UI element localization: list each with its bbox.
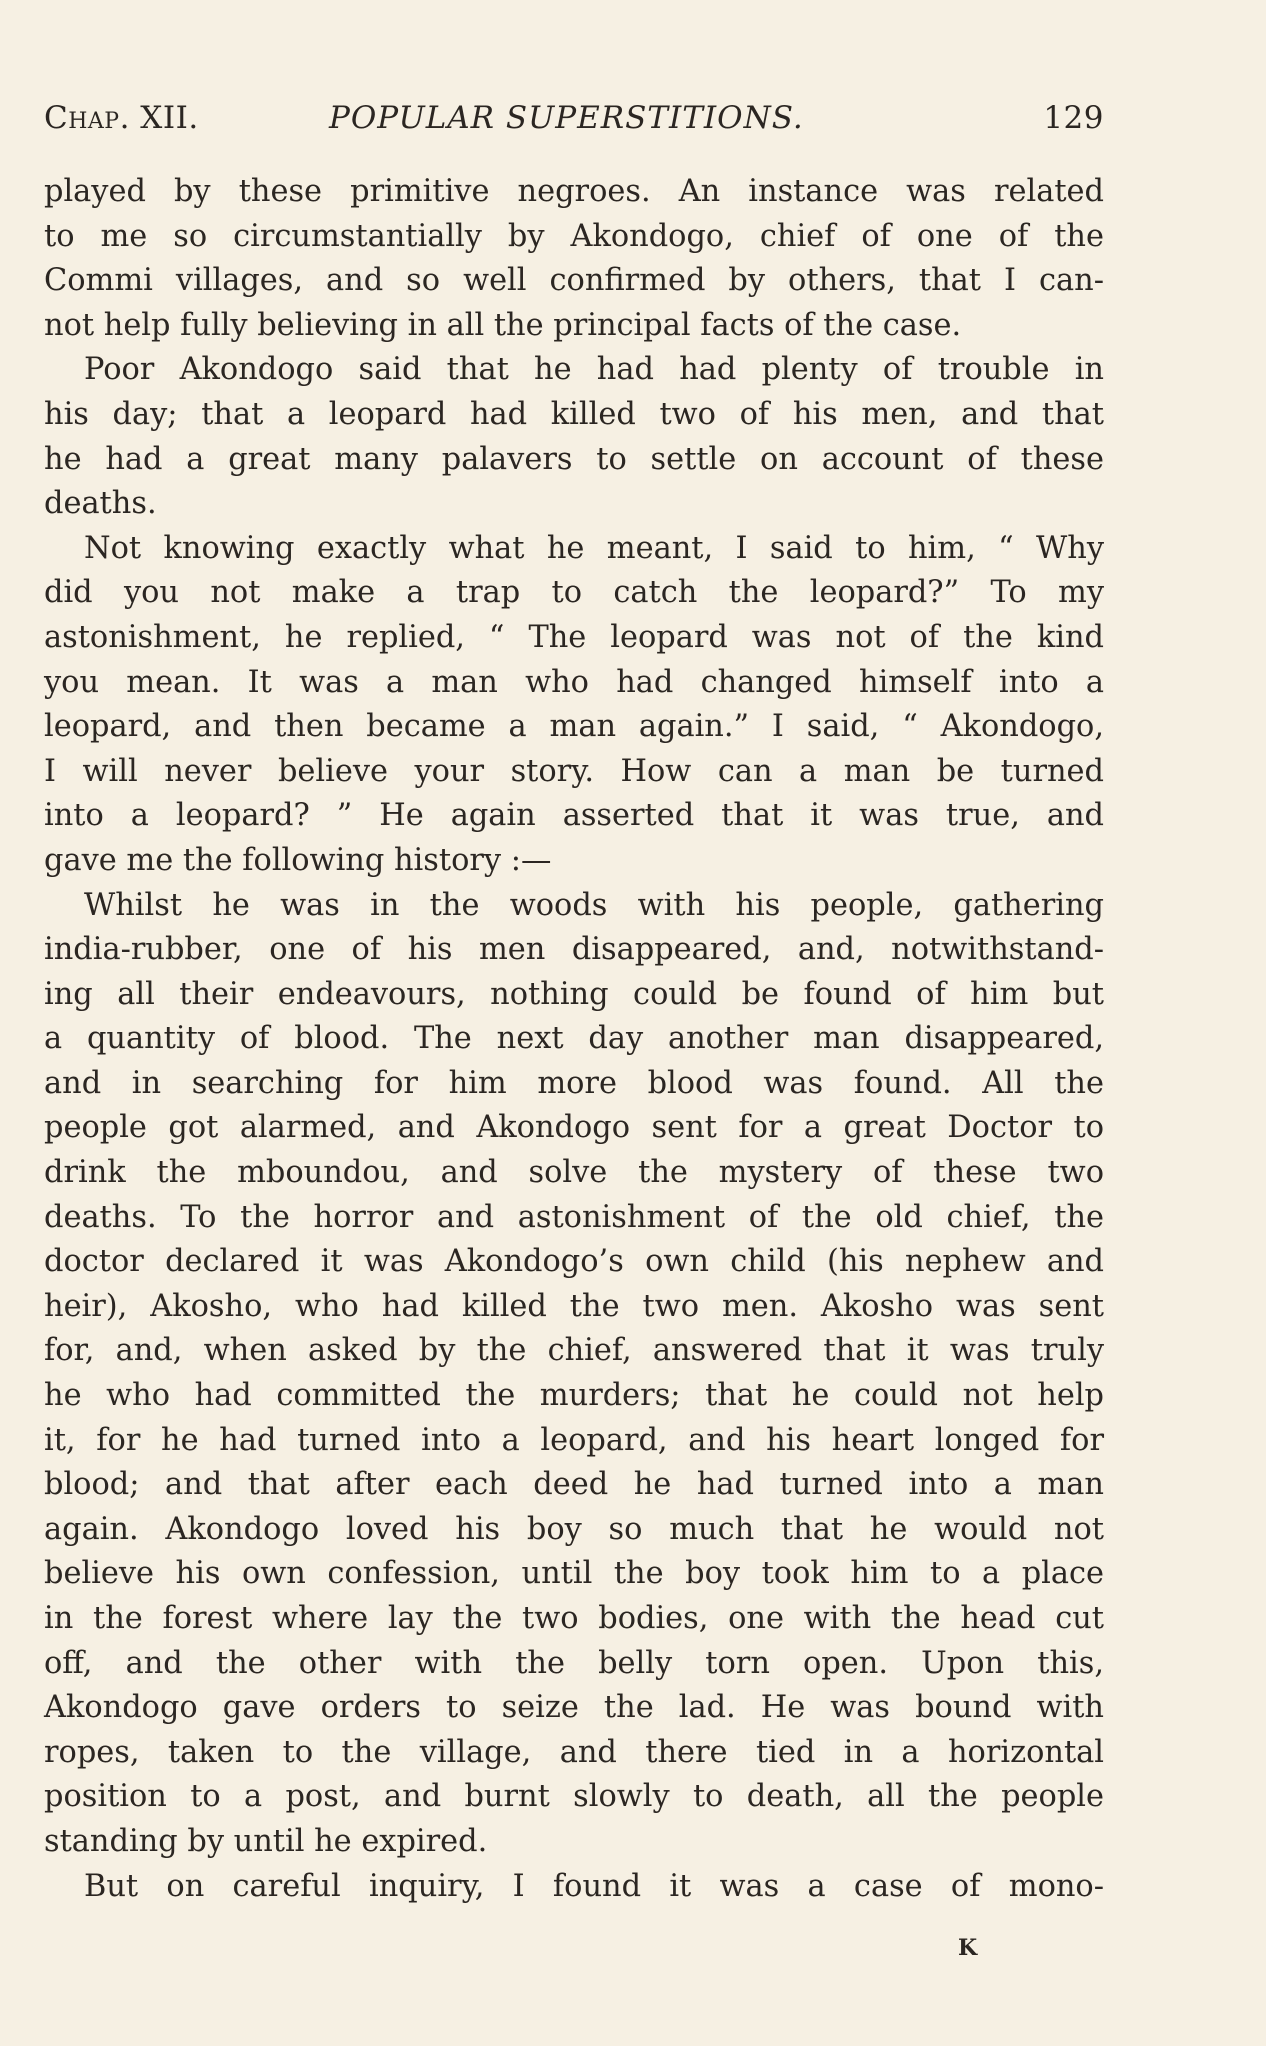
text-line: you mean. It was a man who had changed himself into a [44, 664, 1104, 700]
text-line: in the forest where lay the two bodies, one with the head cut [44, 1601, 1104, 1636]
text-line: doctor declared it was Akondogo’s own child (his nephew and [44, 1244, 1104, 1280]
text-line: gave me the following history :— [44, 842, 552, 878]
text-line: Not knowing exactly what he meant, I said to him, “ Why [84, 530, 1104, 566]
running-header [44, 100, 1104, 150]
chapter-label: Chap. XII. [44, 100, 199, 136]
text-line: again. Akondogo loved his boy so much that he would not [44, 1511, 1104, 1547]
text-line: he had a great many palavers to settle on account of these [44, 441, 1104, 477]
text-line: ing all their endeavours, nothing could be found of him but [44, 976, 1104, 1012]
text-line: But on careful inquiry, I found it was a case of mono- [84, 1868, 1104, 1904]
text-line: blood; and that after each deed he had turned into a man [44, 1467, 1104, 1503]
book-page [44, 0, 1104, 2046]
text-line: off, and the other with the belly torn open. Upon this, [44, 1645, 1104, 1681]
text-line: deaths. To the horror and astonishment of the old chief, the [44, 1199, 1104, 1235]
text-line: his day; that a leopard had killed two of his men, and that [44, 396, 1104, 432]
text-line: not help fully believing in all the principal facts of the case. [44, 307, 962, 343]
text-line: deaths. [44, 486, 157, 522]
text-line: Whilst he was in the woods with his people, gathering [84, 887, 1104, 923]
text-line: Akondogo gave orders to seize the lad. He was bound with [44, 1690, 1104, 1726]
text-line: ropes, taken to the village, and there tied in a horizontal [44, 1734, 1104, 1770]
text-line: astonishment, he replied, “ The leopard was not of the kind [44, 619, 1104, 655]
text-line: drink the mboundou, and solve the mystery of these two [44, 1155, 1104, 1191]
text-line: did you not make a trap to catch the leopard?” To my [44, 575, 1104, 611]
text-line: leopard, and then became a man again.” I said, “ Akondogo, [44, 709, 1104, 745]
running-title: POPULAR SUPERSTITIONS. [329, 100, 804, 136]
text-line: position to a post, and burnt slowly to death, all the people [44, 1779, 1104, 1815]
text-line: standing by until he expired. [44, 1823, 488, 1859]
text-line: Commi villages, and so well confirmed by others, that I can- [44, 263, 1104, 299]
text-line: played by these primitive negroes. An instance was related [44, 174, 1104, 209]
text-line: Poor Akondogo said that he had had plenty of trouble in [84, 352, 1104, 388]
text-line: a quantity of blood. The next day another man disappeared, [44, 1021, 1104, 1057]
text-line: it, for he had turned into a leopard, and his heart longed for [44, 1422, 1104, 1458]
signature-mark: K [958, 1935, 979, 1961]
text-line: for, and, when asked by the chief, answered that it was truly [44, 1333, 1104, 1369]
text-line: and in searching for him more blood was found. All the [44, 1065, 1104, 1101]
text-line: india-rubber, one of his men disappeared, and, notwithstand- [44, 932, 1104, 968]
text-line: to me so circumstantially by Akondogo, chief of one of the [44, 218, 1104, 254]
text-line: he who had committed the murders; that he could not help [44, 1378, 1104, 1414]
text-line: people got alarmed, and Akondogo sent for a great Doctor to [44, 1110, 1104, 1146]
text-line: into a leopard? ” He again asserted that it was true, and [44, 798, 1104, 834]
body-text [44, 170, 1104, 1909]
page-number: 129 [1043, 100, 1104, 136]
text-line: I will never believe your story. How can a man be turned [44, 753, 1104, 789]
text-line: believe his own confession, until the boy took him to a place [44, 1556, 1104, 1592]
text-line: heir), Akosho, who had killed the two men. Akosho was sent [44, 1288, 1104, 1324]
